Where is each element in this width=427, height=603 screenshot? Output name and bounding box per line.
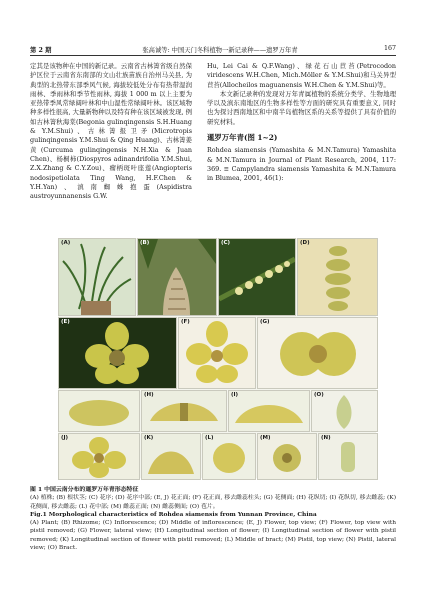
flower-side-image — [59, 391, 139, 431]
caption-en-title: Fig.1 Morphological characteristics of Rohdea siamensis from Yunnan Province, China — [30, 510, 317, 518]
flower-top-image-2 — [59, 434, 139, 479]
running-title: 张高诚等: 中国天门冬科植物一新记录种——遗罗万年青 — [142, 47, 298, 54]
panel-label-a: (A) — [61, 240, 71, 246]
inflorescence-middle-image — [298, 239, 377, 315]
page-number: 167 — [383, 45, 396, 52]
panel-label-l: (L) — [205, 435, 214, 441]
panel-label-d: (D) — [300, 240, 310, 246]
panel-h-longitudinal-section-photo — [141, 390, 227, 432]
panel-c-inflorescence-photo — [218, 238, 296, 316]
panel-n-pistil-lateral-photo — [318, 433, 378, 480]
panel-l-middle-photo — [202, 433, 256, 480]
panel-d-inflorescence-middle-photo — [297, 238, 378, 316]
panel-label-m: (M) — [260, 435, 271, 441]
panel-label-i: (I) — [231, 392, 239, 398]
caption-cn-title: 图 1 中国云南分布的暹罗万年青形态特征 — [30, 486, 139, 493]
panel-label-c: (C) — [221, 240, 231, 246]
caption-cn-body: (A) 植株; (B) 根状茎; (C) 花序; (D) 花序中部; (E, J) 花正面; (F) 花正面, 移去雌蕊柱头; (G) 花侧面; (H) 花纵切; (I) 花纵切, 移去雌蕊; (K) 花侧面, 移去雌蕊; (L) 花中部; (M) 雌蕊正面; (N) 雌蕊侧面; (O) 苞片。 — [30, 495, 396, 510]
species-citation: Rohdea siamensis (Yamashita & M.N.Tamura) Yamashita & M.N.Tamura in Journal of Plant Research, 2004, 117: 369. ≡ Campylandra siamensis Yamashita & M.N.Tamura in Blumea, 2001, 46(1): — [207, 146, 396, 183]
panel-g2-flower-side-photo — [58, 390, 140, 432]
running-header — [30, 43, 396, 56]
right-second-paragraph: 本文新记录种的发现对万年青属植物的系统分类学、生物地理学以及滇东南地区的生物多样性等方面的研究具有重要意义, 同时也为探讨西南地区和中南半岛植物区系的关系等提供了具有价值的研究材料。 — [207, 89, 396, 126]
panel-k-section-photo — [141, 433, 201, 480]
figure-1 — [58, 238, 376, 478]
flower-no-pistil-image — [179, 318, 255, 388]
inflorescence-image — [219, 239, 295, 315]
panel-label-h: (H) — [144, 392, 154, 398]
longitudinal-section-image — [142, 391, 226, 431]
rhizome-image — [138, 239, 216, 315]
panel-label-k: (K) — [144, 435, 154, 441]
panel-g-flower-lateral-photo — [257, 317, 378, 389]
panel-b-rhizome-photo — [137, 238, 217, 316]
panel-i-section-no-pistil-photo — [228, 390, 310, 432]
plant-image — [59, 239, 135, 315]
panel-o-bract-photo — [311, 390, 378, 432]
issue-number: 第 2 期 — [30, 47, 52, 54]
section-no-pistil-image — [229, 391, 309, 431]
left-paragraph: 定其是该物种在中国的新记录。云南省古林箐省级自然保护区位于云南省东南部的文山壮族苗族自治州马关县, 为典型的北热带东部季风气候, 海拔较低处分布有热带湿润雨林、季雨林和季节性雨林, 海拔 1 000 m 以上主要为亚热带季风常绿阔叶林和中山湿性常绿阔叶林。该区域物种多样性很高, 大量新物种以及特有种在该区域被发现, 例如古林箐秋海棠(Begonia gulinqingensis S.H.Huang & Y.M.Shui)、古林箐报卫矛(Microtropis gulinqingensis Y.M.Shui & Qing Huang)、古林箐姜黄(Curcuma gulinqingensis N.H.Xia & Juan Chen)、杨桐柿(Diospyros adinandrifolia Y.M.Shui, Z.X.Zhang & C.Y.Zou)、瘤柄斑叶座莲(Angiopteris nodosipetiolata Ting Wang, H.F.Chen & Y.H.Yan)、滇南蜘蛛抱蛋(Aspidistra austroyunnanensis G.W. — [30, 62, 192, 201]
species-heading: 暹罗万年青(图 1~2) — [207, 133, 278, 143]
panel-label-j: (J) — [61, 435, 69, 441]
flower-lateral-image — [258, 318, 377, 388]
panel-label-b: (B) — [140, 240, 150, 246]
panel-label-e: (E) — [61, 319, 70, 325]
panel-label-f: (F) — [181, 319, 190, 325]
panel-f-flower-top-no-pistil-photo — [178, 317, 256, 389]
right-column — [207, 62, 396, 184]
left-column — [30, 62, 192, 201]
figure-caption — [30, 486, 396, 552]
panel-label-o: (O) — [314, 392, 324, 398]
right-intro-paragraph: Hu, Lei Cai & Q.F.Wang)、绿花石山苣苔(Petrocodon viridescens W.H.Chen, Mich.Möller & Y.M.Shui)和马关异型苣苔(Allocheilos maguanensis W.H.Chen & Y.M.Shui)等。 — [207, 62, 396, 89]
panel-label-n: (N) — [321, 435, 331, 441]
caption-en-body: (A) Plant; (B) Rhizome; (C) Inflorescence; (D) Middle of inflorescence; (E, J) Flower, top view; (F) Flower, top view with pistil removed; (G) Flower, lateral view; (H) Longitudinal section of flower; (I) Longitudinal section of flower with pistil removed; (K) Longitudinal section of flower with pistil removed; (L) Middle of bract; (M) Pistil, top view; (N) Pistil, lateral view; (O) Bract. — [30, 520, 396, 552]
panel-m-pistil-top-photo — [257, 433, 317, 480]
panel-j-flower-top-photo — [58, 433, 140, 480]
panel-e-flower-top-photo — [58, 317, 177, 389]
panel-label-g: (G) — [260, 319, 270, 325]
flower-top-image — [59, 318, 176, 388]
panel-a-plant-photo — [58, 238, 136, 316]
